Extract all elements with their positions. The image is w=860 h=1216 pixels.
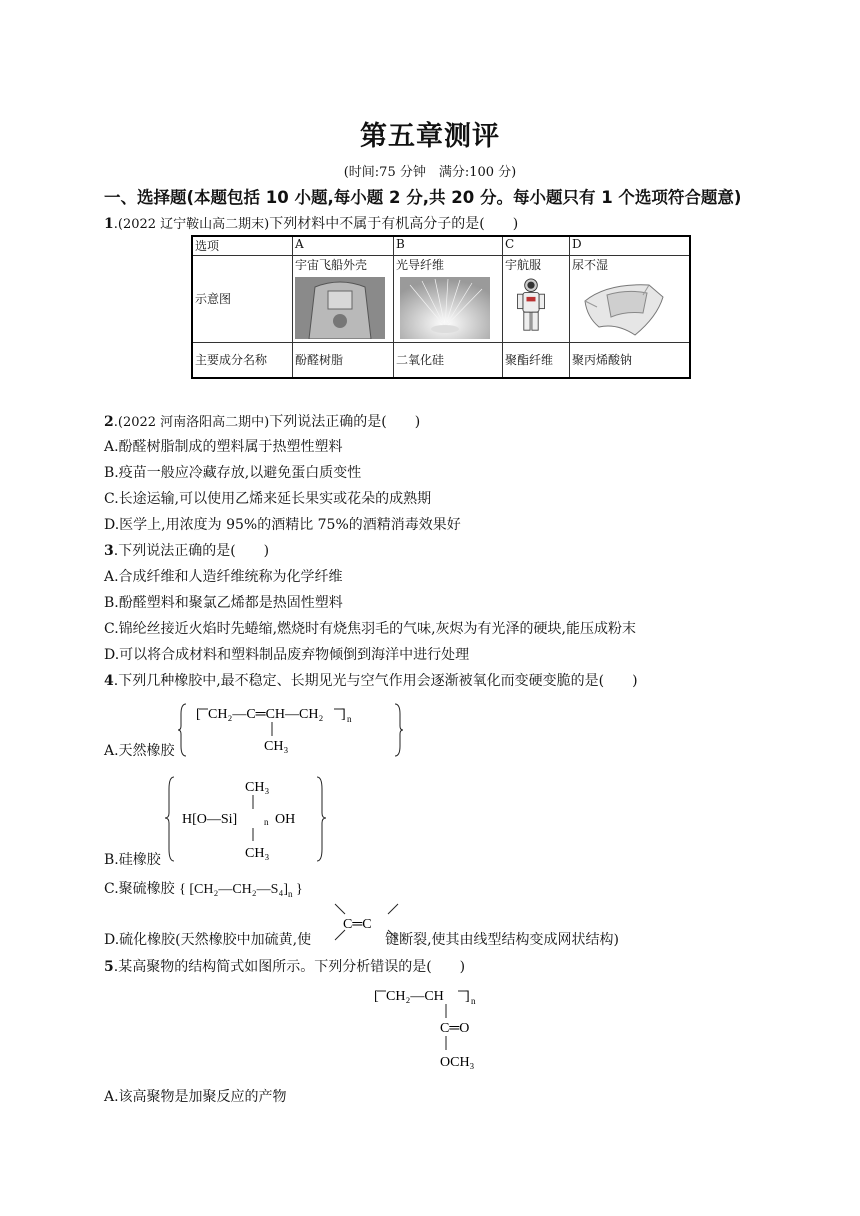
- q4-option-d: D.硫化橡胶(天然橡胶中加硫黄,使 键断裂,使其由线型结构变成网状结构): [104, 932, 620, 948]
- q1-options-table: [191, 235, 691, 379]
- component-b: 二氧化硅: [394, 342, 503, 378]
- svg-text:C═C: C═C: [343, 917, 372, 932]
- svg-text:]: ]: [465, 989, 470, 1004]
- svg-text:OH: OH: [275, 812, 296, 827]
- q3-option-a: A.合成纤维和人造纤维统称为化学纤维: [104, 569, 343, 585]
- q2-option-a: A.酚醛树脂制成的塑料属于热塑性塑料: [104, 439, 343, 455]
- svg-text:n: n: [264, 817, 269, 827]
- question-2: 2.(2022 河南洛阳高二期中)下列说法正确的是( ): [104, 414, 421, 430]
- diaper-image: [572, 277, 672, 339]
- cell-image-d: 尿不湿: [570, 255, 691, 342]
- svg-text:CH₃: CH₃: [264, 739, 289, 754]
- col-option-d: D: [570, 236, 691, 255]
- svg-text:n: n: [347, 714, 352, 724]
- question-1: 1.(2022 辽宁鞍山高二期末)下列材料中不属于有机高分子的是( ): [104, 216, 519, 232]
- q3-option-b: B.酚醛塑料和聚氯乙烯都是热固性塑料: [104, 595, 343, 611]
- question-4: 4.下列几种橡胶中,最不稳定、长期见光与空气作用会逐渐被氧化而变硬变脆的是( ): [104, 673, 638, 689]
- question-3: 3.下列说法正确的是( ): [104, 543, 270, 559]
- svg-text:H[O—Si]: H[O—Si]: [182, 812, 238, 827]
- q5-option-a: A.该高聚物是加聚反应的产物: [104, 1089, 287, 1105]
- silicone-rubber-structure: [165, 773, 335, 865]
- cell-image-a: 宇宙飞船外壳: [293, 255, 394, 342]
- exam-info: (时间:75 分钟 满分:100 分): [343, 165, 517, 180]
- svg-text:CH₃: CH₃: [245, 846, 270, 861]
- q3-option-d: D.可以将合成材料和塑料制品废弃物倾倒到海洋中进行处理: [104, 647, 470, 663]
- question-5: 5.某高聚物的结构简式如图所示。下列分析错误的是( ): [104, 959, 466, 975]
- q2-option-b: B.疫苗一般应冷藏存放,以避免蛋白质变性: [104, 465, 362, 481]
- spacesuit-image: [513, 275, 549, 335]
- svg-text:CH₂—C═CH—CH₂: CH₂—C═CH—CH₂: [208, 707, 324, 722]
- svg-text:C═O: C═O: [440, 1021, 470, 1036]
- component-c: 聚酯纤维: [503, 342, 570, 378]
- col-option-c: C: [503, 236, 570, 255]
- page-title: 第五章测评: [360, 121, 500, 152]
- spacecraft-shell-image: [295, 277, 385, 339]
- section-heading: 一、选择题(本题包括 10 小题,每小题 2 分,共 20 分。每小题只有 1 个选项符合题意): [104, 188, 742, 207]
- polysulfide-rubber-structure: { $[CH_2—CH_2—S_4]_n$ }: [179, 882, 303, 899]
- row-label-image: 示意图: [192, 255, 293, 342]
- svg-text:]: ]: [341, 707, 346, 722]
- cell-image-b: 光导纤维: [394, 255, 503, 342]
- q4-option-a-label: A.天然橡胶: [104, 743, 175, 759]
- row-label-option: 选项: [192, 236, 293, 255]
- svg-text:n: n: [471, 996, 476, 1006]
- col-option-a: A: [293, 236, 394, 255]
- svg-text:CH₃: CH₃: [245, 780, 270, 795]
- svg-text:OCH₃: OCH₃: [440, 1055, 475, 1070]
- component-a: 酚醛树脂: [293, 342, 394, 378]
- svg-text:[: [: [374, 989, 379, 1004]
- polymer-structure: [370, 982, 510, 1076]
- component-d: 聚丙烯酸钠: [570, 342, 691, 378]
- q2-option-d: D.医学上,用浓度为 95%的酒精比 75%的酒精消毒效果好: [104, 517, 461, 533]
- q4-option-b-label: B.硅橡胶: [104, 852, 161, 868]
- svg-text:[: [: [196, 707, 201, 722]
- q2-option-c: C.长途运输,可以使用乙烯来延长果实或花朵的成熟期: [104, 491, 432, 507]
- row-label-component: 主要成分名称: [192, 342, 293, 378]
- q4-option-c: C.聚硫橡胶 { $[CH_2—CH_2—S_4]_n$ }: [104, 881, 303, 899]
- cell-image-c: 宇航服: [503, 255, 570, 342]
- svg-text:CH₂—CH: CH₂—CH: [386, 989, 444, 1004]
- optical-fiber-image: [396, 277, 494, 339]
- col-option-b: B: [394, 236, 503, 255]
- natural-rubber-structure: [178, 700, 408, 760]
- carbon-double-bond-structure: [330, 900, 404, 946]
- q3-option-c: C.锦纶丝接近火焰时先蜷缩,燃烧时有烧焦羽毛的气味,灰烬为有光泽的硬块,能压成粉末: [104, 621, 637, 637]
